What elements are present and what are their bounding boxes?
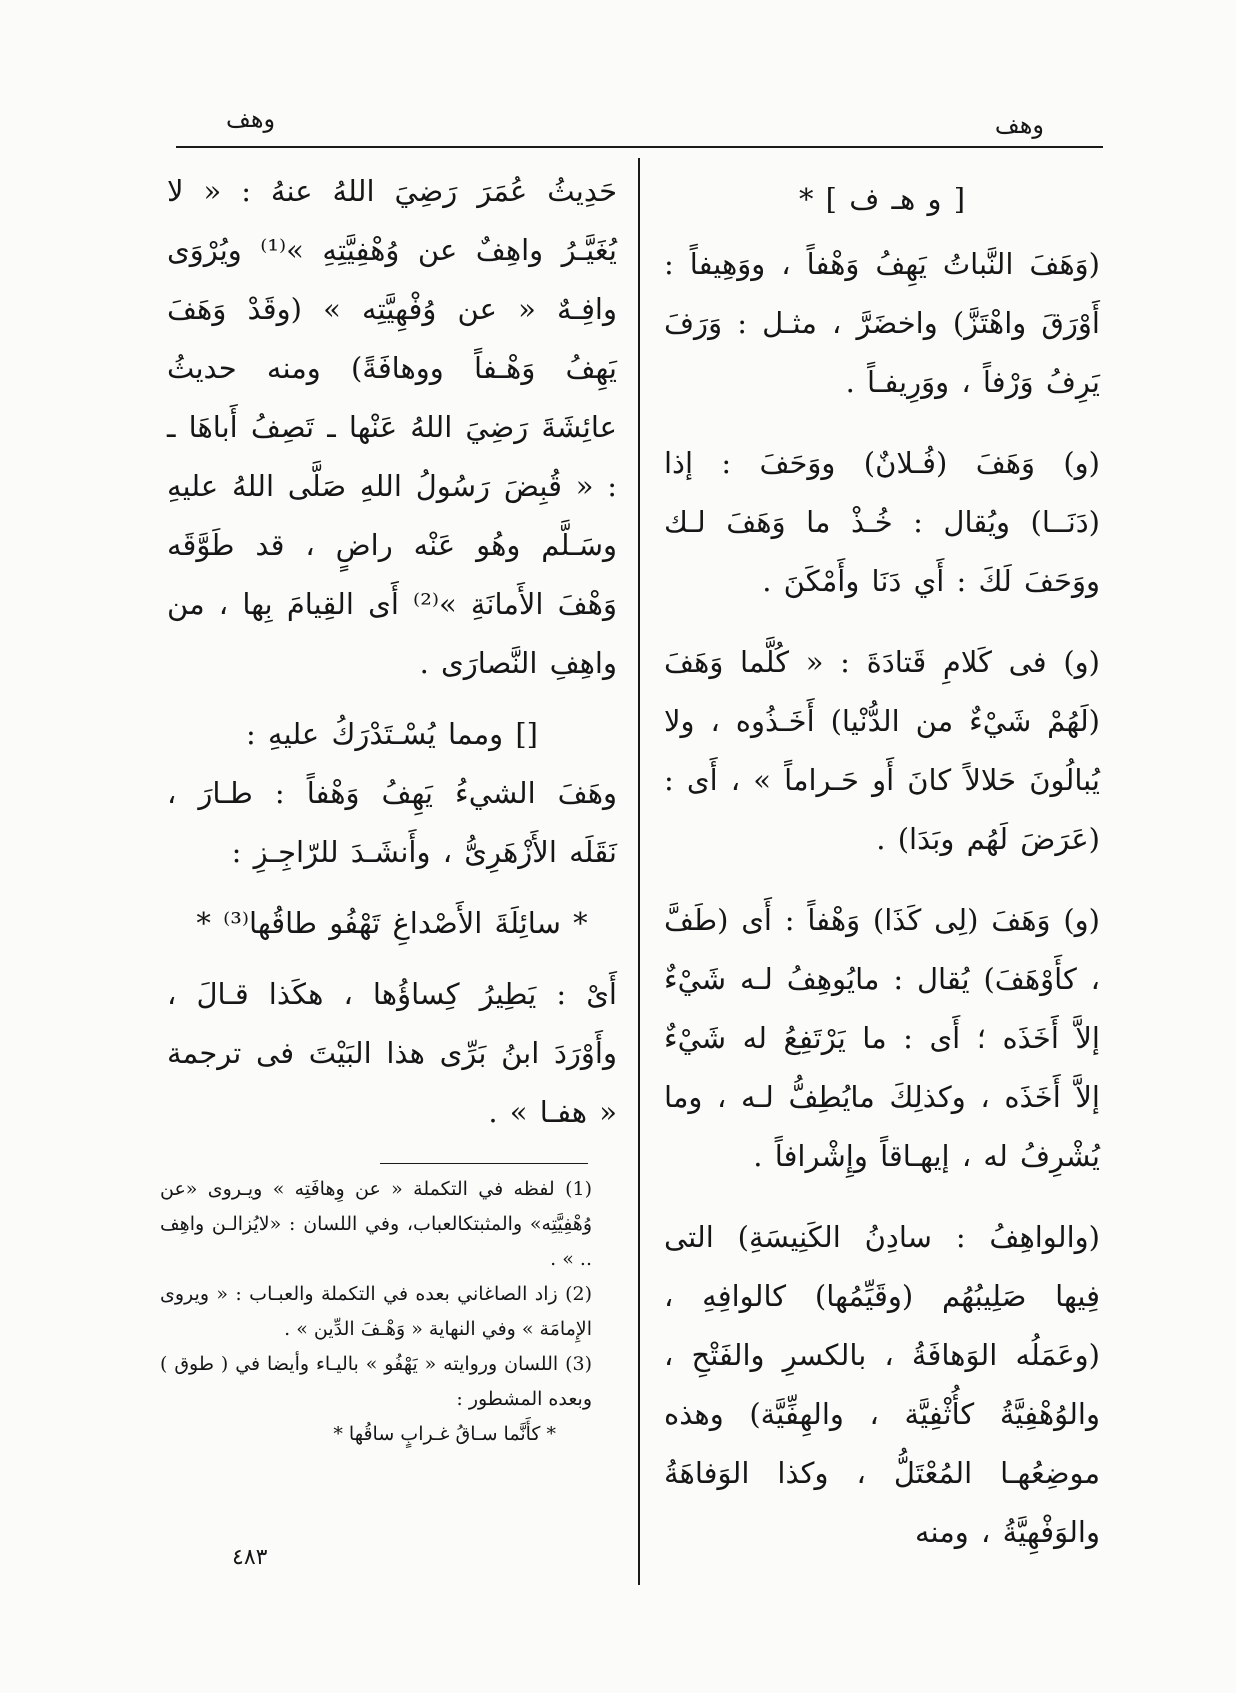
footnote-2 [160,1277,592,1347]
column-divider [638,158,640,1585]
footnote-3-verse [160,1417,592,1452]
left-paragraph-2: وهَفَ الشيءُ يَهِفُ وَهْفاً : طـارَ ، نَقَلَه الأَزْهَرِىُّ ، وأَنشَـدَ للرّاجِـزِ : [167,776,617,869]
header-title-right: وهف [994,111,1044,139]
verse-line: * سائِلَةَ الأَصْداغِ تَهْفُو طاقُها⁽³⁾ * [196,906,588,940]
entry-heading: [ و هـ ف ] * [798,182,966,216]
left-paragraph-1: حَدِيثُ عُمَرَ رَضِيَ اللهُ عنهُ : « لا يُغَيَّـرُ واهِفٌ عن وُهْفِيَّتِهِ »⁽¹⁾ ويُرْوَى وافِـهٌ « عن وُفْهِيَّتِه » (وقَدْ وَهَفَ يَهِفُ وَهْـفاً ووهافَةً) ومنه حديثُ عائِشَةَ رَضِيَ اللهُ عَنْها ـ تَصِفُ أَباهَا ـ : « قُبِضَ رَسُولُ اللهِ صَلَّى اللهُ عليهِ وسَـلَّم وهُو عَنْه راضٍ ، قد طَوَّقَه وَهْفَ الأَمانَةِ »⁽²⁾ أَى القِيامَ بِها ، من واهِفِ النَّصارَى . [167,174,617,680]
header-title-left: وهف [226,105,276,133]
header-rule [176,146,1103,148]
footnote-rule [380,1163,588,1164]
right-column [664,170,1100,1562]
footnote-number: (2) [565,1283,592,1305]
footnote-text: زاد الصاغاني بعده في التكملة والعبـاب : « ويروى الإِمامَة » وفي النهاية « وَهْـفَ الدِّين » . [160,1283,592,1340]
right-paragraph-4: (و) وَهَفَ (لِى كَذَا) وَهْفاً : أَى (طَفَّ ، كأَوْهَفَ) يُقال : مايُوهِفُ لـه شَيْءٌ إلاَّ أَخَذَه ؛ أَى : ما يَرْتَفِعُ له شَيْءٌ إلاَّ أَخَذَه ، وكذلِكَ مايُطِفُّ لـه ، وما يُشْرِفُ له ، إيهـاقاً وإِشْرافاً . [664,903,1100,1173]
footnote-text: * كأَنَّما سـاقُ غـرابٍ ساقُها * [333,1423,556,1445]
left-column [167,162,617,1142]
footnote-1 [160,1172,592,1277]
footnote-text: لفظه في التكملة « عن وِهافَتِه » ويـروى «عن وُهْفِيَّتِه» والمثبتكالعباب، وفي اللسان : «لايُزالـن واهِف .. » . [160,1178,592,1270]
mustadrak-heading: [] ومما يُسْـتَدْرَكُ عليهِ : [246,717,538,751]
right-paragraph-3: (و) فى كَلامِ قَتادَةَ : « كُلَّما وَهَفَ (لَهُمْ شَيْءٌ من الدُّنْيا) أَخَـذُوه ، ولا يُبالُونَ حَلالاً كانَ أَو حَـراماً » ، أَى : (عَرَضَ لَهُم وبَدَا) . [664,645,1100,856]
footnotes [160,1172,592,1452]
footnote-3 [160,1347,592,1417]
right-paragraph-5: (والواهِفُ : سادِنُ الكَنِيسَةِ) التى فِيها صَلِيبُهُم (وقَيِّمُها) كالوافِهِ ، (وعَمَلُه الوَهافَةُ ، بالكسرِ والفَتْحِ ، والوُهْفِيَّةُ كأُثْفِيَّة ، والهِفِّيَّة) وهذه موضِعُهـا المُعْتَلُّ ، وكذا الوَفاهَةُ والوَفْهِيَّةُ ، ومنه [664,1220,1100,1549]
footnote-number: (1) [565,1178,592,1200]
right-paragraph-1: (وَهَفَ النَّباتُ يَهِفُ وَهْفاً ، ووَهِيفاً : أَوْرَقَ واهْتَزَّ) واخضَرَّ ، مثـل : وَرَفَ يَرِفُ وَرْفاً ، ووَرِيفـاً . [664,247,1100,399]
right-paragraph-2: (و) وَهَفَ (فُـلانٌ) ووَحَفَ : إذا (دَنَــا) ويُقال : خُـذْ ما وَهَفَ لـك ووَحَفَ لَكَ : أَي دَنَا وأَمْكَنَ . [664,446,1100,598]
left-paragraph-3: أَىْ : يَطِيرُ كِساؤُها ، هكَذا قـالَ ، وأَوْرَدَ ابنُ بَرِّى هذا البَيْتَ فى ترجمة « هفـا » . [167,977,617,1129]
footnote-number: (3) [565,1353,592,1375]
footnote-text: اللسان وروايته « يَهْفُو » باليـاء وأيضا في ( طوق ) وبعده المشطور : [160,1353,592,1410]
page-number: ٤٨٣ [232,1545,268,1570]
